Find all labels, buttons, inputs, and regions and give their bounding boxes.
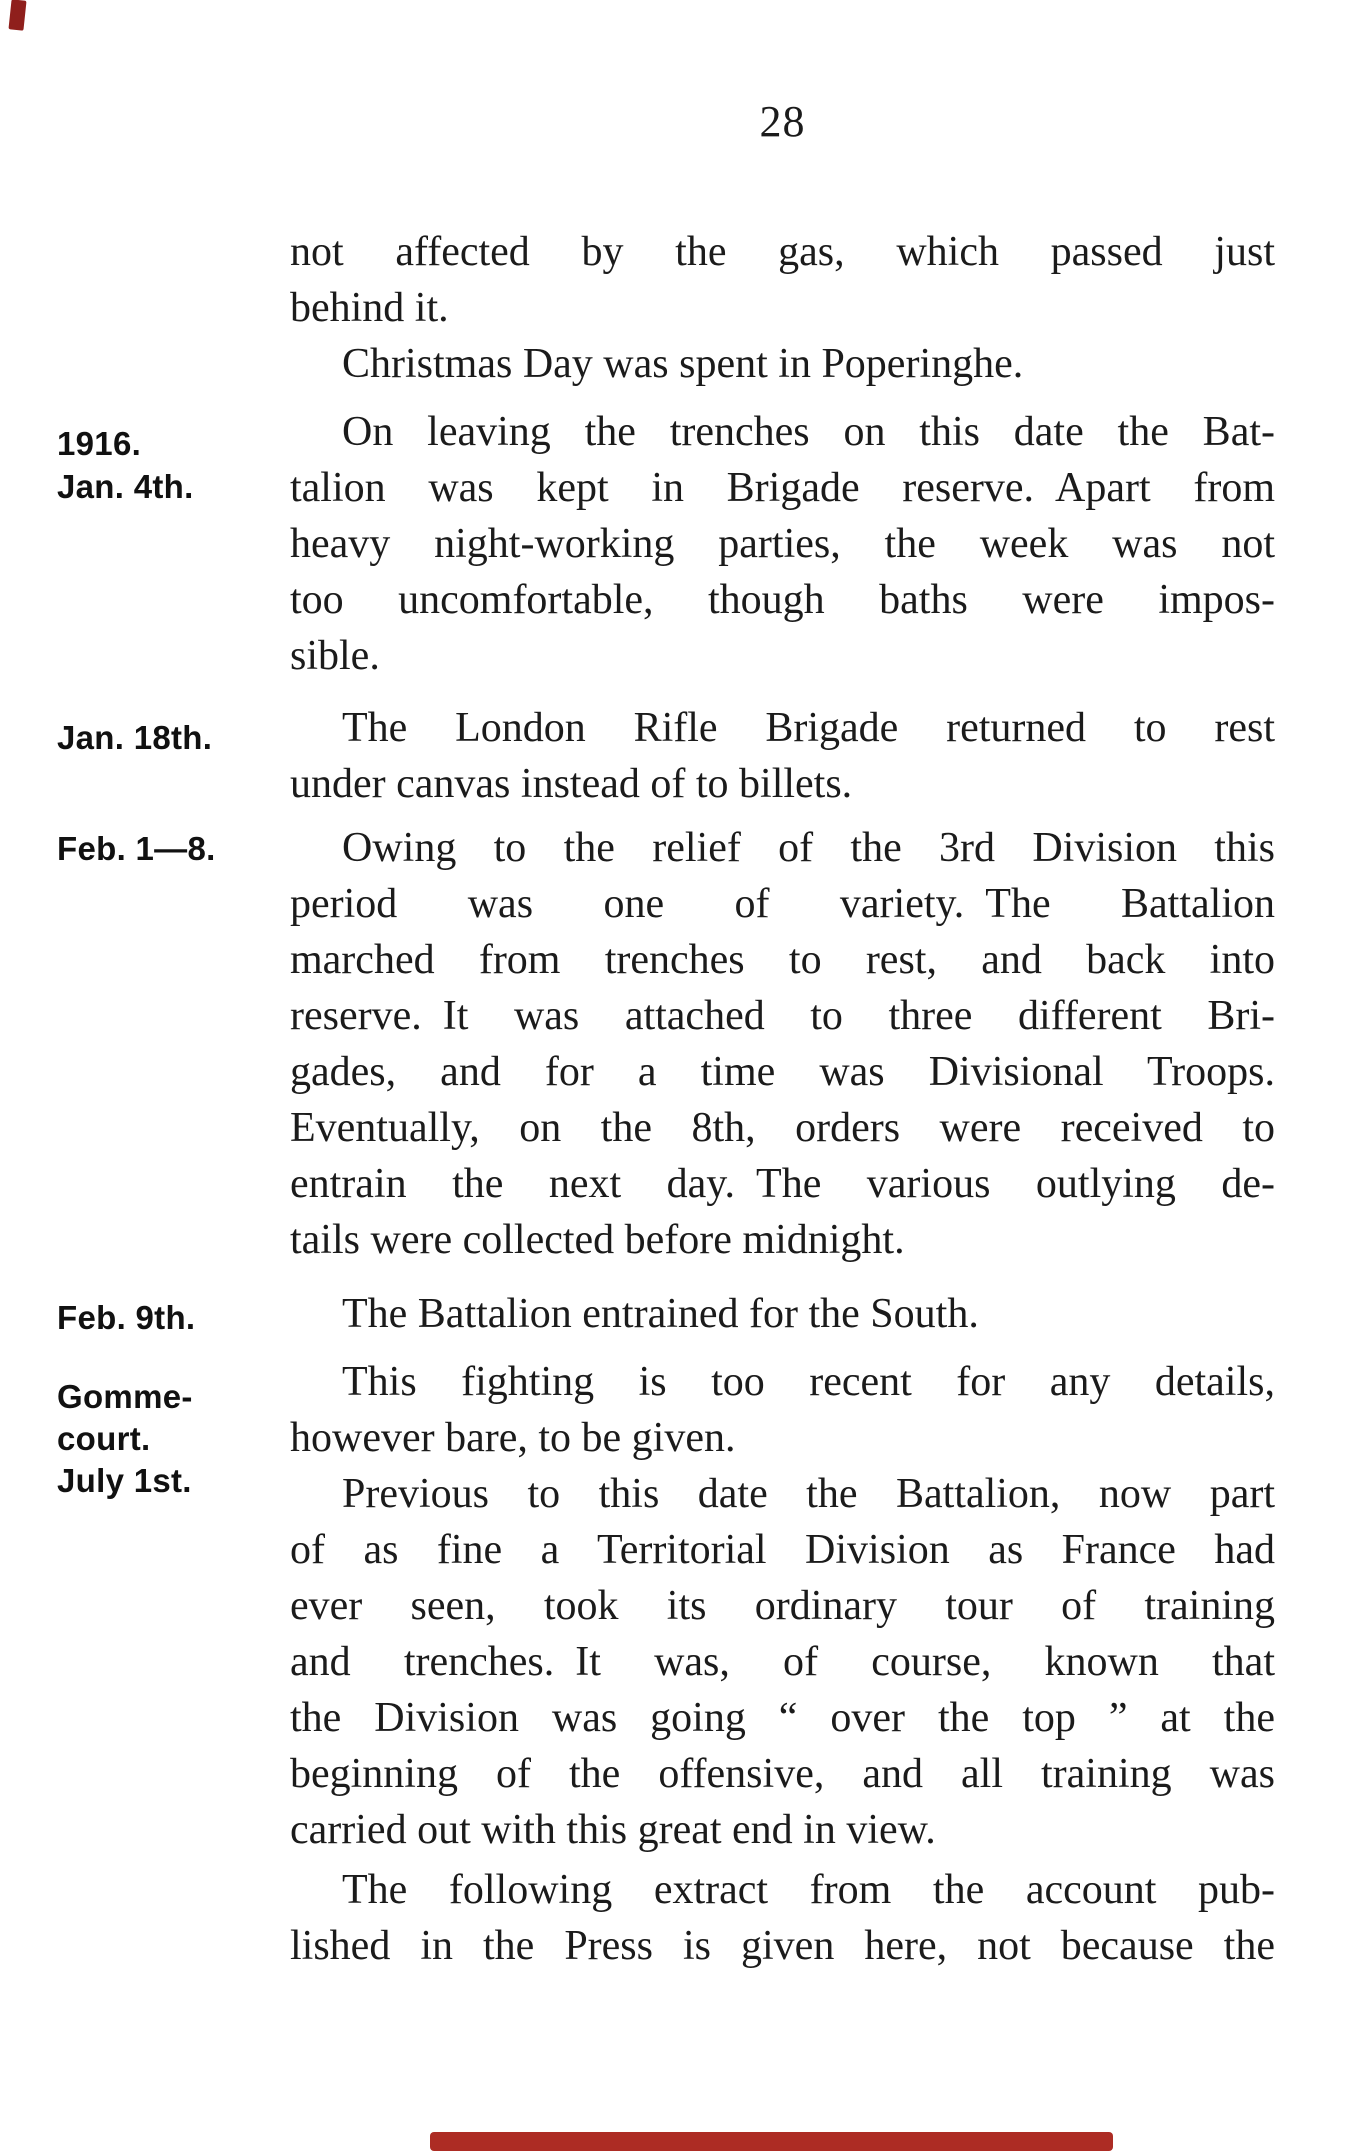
margin-note-line: 1916. [57, 425, 142, 462]
paragraph [290, 700, 1275, 812]
margin-note-line: July 1st. [57, 1462, 192, 1499]
text-line: lished in the Press is given here, not because the [290, 1923, 1275, 1969]
paragraph [290, 1354, 1275, 1466]
margin-note-line: Feb. 9th. [57, 1299, 196, 1336]
margin-note-line: Jan. 4th. [57, 468, 194, 505]
text-line: Previous to this date the Battalion, now part [342, 1471, 1275, 1517]
text-line: Eventually, on the 8th, orders were received to [290, 1105, 1275, 1151]
text-column [290, 224, 1275, 1974]
margin-note-line: court. [57, 1420, 151, 1457]
text-line: beginning of the offensive, and all training was [290, 1751, 1275, 1797]
text-line: under canvas instead of to billets. [290, 761, 853, 807]
scan-artifact-bottom-bar [430, 2132, 1113, 2151]
text-line: Christmas Day was spent in Poperinghe. [342, 341, 1024, 387]
margin-note-line: Gomme- [57, 1378, 193, 1415]
margin-note [57, 827, 277, 870]
text-line: carried out with this great end in view. [290, 1807, 936, 1853]
page-number: 28 [759, 97, 806, 146]
paragraph [290, 336, 1275, 392]
text-line: however bare, to be given. [290, 1415, 736, 1461]
paragraph [290, 1466, 1275, 1858]
text-line: marched from trenches to rest, and back into [290, 937, 1275, 983]
paragraph [290, 820, 1275, 1268]
text-line: tails were collected before midnight. [290, 1217, 905, 1263]
text-line: reserve. It was attached to three different Bri- [290, 993, 1275, 1039]
text-line: and trenches. It was, of course, known that [290, 1639, 1275, 1685]
text-line: On leaving the trenches on this date the Bat- [342, 409, 1275, 455]
text-line: heavy night-working parties, the week was not [290, 521, 1275, 567]
paragraph [290, 1286, 1275, 1342]
margin-note [57, 716, 277, 759]
text-line: talion was kept in Brigade reserve. Apart from [290, 465, 1275, 511]
scan-artifact-top-left [8, 0, 26, 31]
text-line: sible. [290, 633, 380, 679]
text-line: This fighting is too recent for any details, [342, 1359, 1275, 1405]
text-line: not affected by the gas, which passed just [290, 229, 1275, 275]
paragraph [290, 404, 1275, 684]
text-line: Owing to the relief of the 3rd Division this [342, 825, 1275, 871]
margin-note [57, 1296, 277, 1339]
text-line: The following extract from the account pub- [342, 1867, 1275, 1913]
text-line: period was one of variety. The Battalion [290, 881, 1275, 927]
text-line: too uncomfortable, though baths were impos- [290, 577, 1275, 623]
text-line: ever seen, took its ordinary tour of training [290, 1583, 1275, 1629]
text-line: The London Rifle Brigade returned to rest [342, 705, 1275, 751]
margin-note [57, 1376, 277, 1502]
paragraph [290, 224, 1275, 336]
text-line: gades, and for a time was Divisional Troops. [290, 1049, 1275, 1095]
margin-note-line: Feb. 1—8. [57, 830, 216, 867]
paragraph [290, 1862, 1275, 1974]
text-line: of as fine a Territorial Division as France had [290, 1527, 1275, 1573]
text-line: entrain the next day. The various outlying de- [290, 1161, 1275, 1207]
margin-note-line: Jan. 18th. [57, 719, 213, 756]
text-line: The Battalion entrained for the South. [342, 1291, 979, 1337]
text-line: the Division was going “ over the top ” at the [290, 1695, 1275, 1741]
margin-note [57, 422, 277, 508]
text-line: behind it. [290, 285, 449, 331]
